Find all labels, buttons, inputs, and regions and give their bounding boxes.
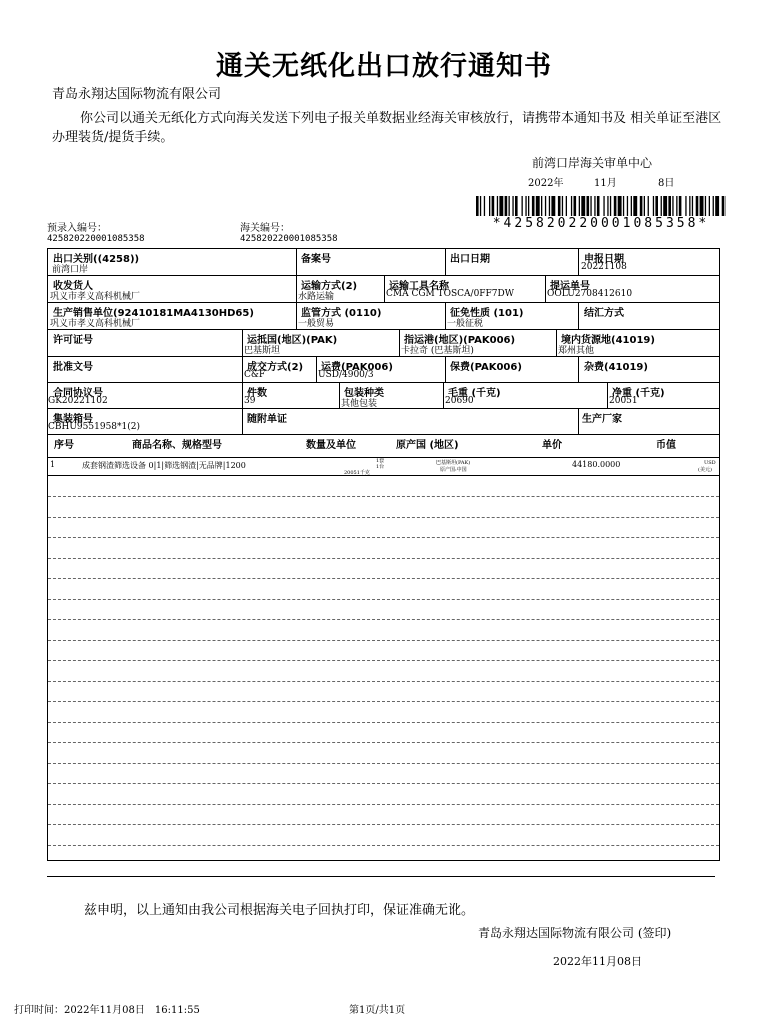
- ruled-line: [48, 824, 719, 825]
- preentry-label: 预录入编号：: [47, 223, 107, 234]
- export-port-label: 出口关别((4258)): [53, 254, 140, 265]
- barcode-bar: [497, 196, 498, 216]
- barcode-bar: [618, 196, 622, 216]
- col-name: 商品名称、规格型号: [132, 440, 222, 451]
- barcode-bar: [509, 196, 510, 216]
- gross-weight-value: 20690: [445, 396, 474, 406]
- barcode-bar: [505, 196, 508, 216]
- barcode-bar: [679, 196, 682, 216]
- intro-paragraph: 你公司以通关无纸化方式向海关发送下列电子报关单数据业经海关审核放行，请携带本通知书及 相关单证至港区办理装货/提货手续。: [52, 111, 722, 145]
- barcode-bar: [515, 196, 518, 216]
- export-port-value: 前湾口岸: [52, 265, 89, 275]
- declaration-text: 兹申明，以上通知由我公司根据海关电子回执打印，保证准确无讹。: [84, 903, 475, 918]
- barcode-bar: [713, 196, 714, 216]
- barcode-bar: [476, 196, 479, 216]
- ruled-line: [48, 496, 719, 497]
- item-qty-3: 20051千克: [344, 470, 370, 476]
- trade-terms-label: 成交方式(2): [247, 362, 304, 373]
- barcode-bar: [614, 196, 617, 216]
- ruled-line: [48, 681, 719, 682]
- barcode-bar: [631, 196, 632, 216]
- customs-value: 425820220001085358: [240, 234, 338, 244]
- declaration-form: [47, 248, 720, 861]
- producer-label: 生产销售单位(92410181MA4130HD65): [53, 308, 254, 319]
- ruled-line: [48, 599, 719, 600]
- ruled-line: [48, 558, 719, 559]
- pieces-label: 件数: [247, 388, 267, 399]
- consignor-label: 收发货人: [53, 281, 93, 292]
- barcode-text: *425820220001085358*: [492, 216, 710, 231]
- docs-label: 随附单证: [247, 414, 287, 425]
- item-no: 1: [50, 460, 56, 469]
- ruled-line: [48, 845, 719, 846]
- barcode-bar: [545, 196, 546, 216]
- barcode-bar: [668, 196, 671, 216]
- tax-label: 征免性质 (101): [450, 308, 524, 319]
- barcode-bar: [541, 196, 542, 216]
- vessel-value: CMA CGM TOSCA/0FF7DW: [386, 289, 514, 299]
- date-day: 8日: [658, 178, 675, 189]
- barcode-bar: [512, 196, 513, 216]
- barcode-bar: [489, 196, 490, 216]
- ruled-line: [48, 701, 719, 702]
- container-label: 集装箱号: [53, 414, 93, 425]
- page-indicator: 第1页/共1页: [349, 1005, 406, 1016]
- barcode-bar: [551, 196, 555, 216]
- barcode-bar: [696, 196, 699, 216]
- declare-date-value: 20221108: [581, 262, 627, 272]
- ruled-line: [48, 640, 719, 641]
- barcode-bar: [594, 196, 595, 216]
- dest-port-label: 指运港(地区)(PAK006): [404, 335, 516, 346]
- barcode-bar: [672, 196, 673, 216]
- barcode-bar: [536, 196, 540, 216]
- license-label: 许可证号: [53, 335, 93, 346]
- ruled-line: [48, 804, 719, 805]
- company-seal: 青岛永翔达国际物流有限公司 (签印): [478, 926, 672, 940]
- barcode-bar: [549, 196, 550, 216]
- barcode-bar: [558, 196, 561, 216]
- ruled-line: [48, 517, 719, 518]
- source-label: 境内货源地(41019): [561, 335, 655, 346]
- producer-value: 巩义市孝义高科机械厂: [50, 319, 141, 329]
- ruled-line: [48, 537, 719, 538]
- ruled-line: [48, 660, 719, 661]
- barcode-bar: [579, 196, 580, 216]
- barcode-bar: [661, 196, 662, 216]
- item-origin-2: 原产国:中国: [440, 467, 467, 473]
- barcode-bar: [562, 196, 563, 216]
- source-value: 郑州其他: [558, 346, 595, 356]
- pieces-value: 39: [244, 396, 256, 406]
- contract-label: 合同协议号: [53, 388, 103, 399]
- document-title: 通关无纸化出口放行通知书: [216, 51, 552, 82]
- dest-port-value: 卡拉奇 (巴基斯坦): [401, 346, 474, 356]
- barcode-bar: [492, 196, 495, 216]
- supervision-value: 一般贸易: [298, 319, 335, 329]
- net-weight-label: 净重 (千克): [612, 388, 665, 399]
- dest-country-value: 巴基斯坦: [244, 346, 281, 356]
- barcode-bar: [590, 196, 591, 216]
- settlement-label: 结汇方式: [584, 308, 624, 319]
- barcode-bar: [700, 196, 704, 216]
- tax-value: 一般征税: [447, 319, 484, 329]
- manufacturer-label: 生产厂家: [582, 414, 622, 425]
- barcode-bar: [692, 196, 693, 216]
- date-year: 2022年: [528, 178, 564, 189]
- freight-label: 运费(PAK006): [321, 362, 393, 373]
- sign-date: 2022年11月08日: [553, 955, 642, 968]
- gross-weight-label: 毛重 (千克): [448, 388, 501, 399]
- ruled-line: [48, 722, 719, 723]
- vessel-label: 运输工具名称: [389, 281, 449, 292]
- barcode-bar: [709, 196, 710, 216]
- barcode-bar: [689, 196, 690, 216]
- declare-date-label: 申报日期: [584, 254, 624, 265]
- barcode-bar: [655, 196, 658, 216]
- preentry-value: 425820220001085358: [47, 234, 145, 244]
- item-currency-2: (美元): [698, 467, 712, 473]
- barcode-bar: [633, 196, 637, 216]
- barcode-bar: [715, 196, 719, 216]
- barcode-bar: [480, 196, 481, 216]
- barcode-bar: [627, 196, 628, 216]
- item-origin-1: 巴基斯坦(PAK): [436, 460, 471, 466]
- barcode-bar: [528, 196, 529, 216]
- barcode-bar: [532, 196, 535, 216]
- barcode-bar: [653, 196, 654, 216]
- item-name: 成套钢渣筛选设备 0|1|筛选钢渣|无品牌|1200: [82, 461, 246, 470]
- item-price: 44180.0000: [572, 460, 621, 469]
- barcode-bar: [705, 196, 706, 216]
- date-month: 11月: [594, 178, 617, 189]
- col-price: 单价: [542, 440, 562, 451]
- consignor-value: 巩义市孝义高科机械厂: [50, 292, 141, 302]
- barcode-bar: [571, 196, 572, 216]
- bl-value: OOLU2708412610: [547, 289, 633, 299]
- container-value: CBHU9551958*1(2): [48, 422, 140, 432]
- barcode-bar: [581, 196, 585, 216]
- barcode-bar: [603, 196, 604, 216]
- contract-value: GK20221102: [48, 396, 108, 406]
- col-origin: 原产国 (地区): [396, 440, 459, 451]
- sender-company: 青岛永翔达国际物流有限公司: [52, 87, 222, 102]
- ruled-line: [48, 619, 719, 620]
- item-currency-1: USD: [704, 460, 716, 466]
- ruled-line: [48, 783, 719, 784]
- export-date-label: 出口日期: [450, 254, 490, 265]
- barcode-bar: [676, 196, 677, 216]
- ruled-line: [48, 763, 719, 764]
- barcode-bar: [587, 196, 590, 216]
- approval-label: 批准文号: [53, 362, 93, 373]
- barcode-bar: [607, 196, 608, 216]
- barcode: [476, 196, 726, 216]
- barcode-bar: [640, 196, 643, 216]
- insurance-label: 保费(PAK006): [450, 362, 522, 373]
- barcode-bar: [623, 196, 624, 216]
- record-no-label: 备案号: [301, 254, 331, 265]
- supervision-label: 监管方式 (0110): [301, 308, 382, 319]
- packing-label: 包装种类: [344, 388, 384, 399]
- ruled-line: [48, 742, 719, 743]
- barcode-bar: [574, 196, 577, 216]
- packing-value: 其他包装: [341, 399, 378, 409]
- misc-label: 杂费(41019): [584, 362, 648, 373]
- net-weight-value: 20051: [609, 396, 638, 406]
- barcode-bar: [722, 196, 725, 216]
- item-qty-1: 1套: [376, 458, 385, 464]
- barcode-bar: [663, 196, 667, 216]
- barcode-bar: [484, 196, 485, 216]
- ruled-line: [48, 578, 719, 579]
- item-qty-2: 1台: [376, 464, 385, 470]
- barcode-bar: [499, 196, 503, 216]
- barcode-bar: [522, 196, 523, 216]
- transport-mode-value: 水路运输: [298, 292, 335, 302]
- barcode-bar: [597, 196, 600, 216]
- transport-mode-label: 运输方式(2): [301, 281, 358, 292]
- barcode-bar: [644, 196, 645, 216]
- barcode-bar: [685, 196, 686, 216]
- issuer: 前湾口岸海关审单中心: [532, 156, 653, 170]
- print-time: 打印时间：2022年11月08日 16:11:55: [14, 1005, 200, 1016]
- freight-value: USD/4900/3: [318, 370, 374, 380]
- bl-label: 提运单号: [550, 281, 590, 292]
- barcode-bar: [648, 196, 649, 216]
- barcode-bar: [566, 196, 567, 216]
- col-qty: 数量及单位: [306, 440, 356, 451]
- barcode-bar: [525, 196, 526, 216]
- col-no: 序号: [54, 440, 74, 451]
- customs-label: 海关编号：: [240, 223, 290, 234]
- barcode-bar: [610, 196, 611, 216]
- footer-divider: [47, 876, 715, 877]
- dest-country-label: 运抵国(地区)(PAK): [247, 335, 338, 346]
- col-currency: 币值: [656, 440, 676, 451]
- trade-terms-value: C&F: [244, 370, 266, 380]
